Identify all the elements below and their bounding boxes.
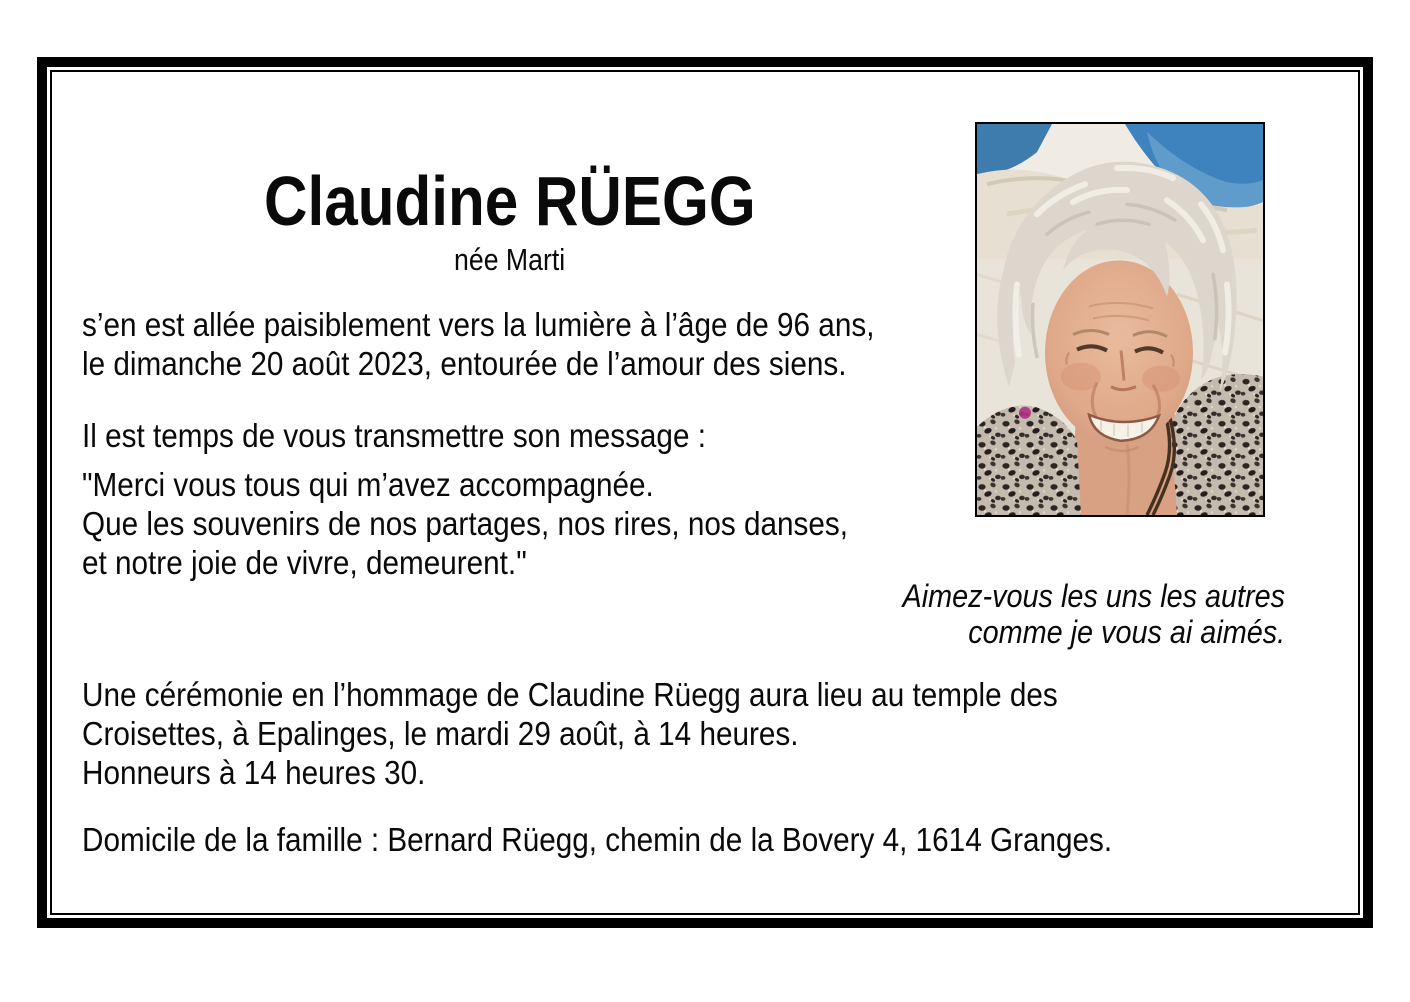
photo-flower-detail — [1019, 407, 1031, 419]
quote-line-1: Aimez-vous les uns les autres — [902, 578, 1285, 614]
photo-face — [1045, 260, 1193, 444]
ceremony-line-3: Honneurs à 14 heures 30. — [82, 754, 426, 791]
message-line-1: "Merci vous tous qui m’avez accompagnée. — [82, 466, 654, 503]
ceremony-line-2: Croisettes, à Epalinges, le mardi 29 août, à 14 heures. — [82, 715, 799, 752]
portrait-photo — [975, 122, 1265, 517]
ceremony-line-1: Une cérémonie en l’hommage de Claudine Rüegg aura lieu au temple des — [82, 676, 1058, 713]
intro-line-2: le dimanche 20 août 2023, entourée de l’amour des siens. — [82, 345, 847, 382]
message-line-3: et notre joie de vivre, demeurent." — [82, 544, 527, 581]
message-line-2: Que les souvenirs de nos partages, nos rires, nos danses, — [82, 505, 849, 542]
message-intro-line: Il est temps de vous transmettre son message : — [82, 417, 706, 454]
portrait-photo-graphic — [977, 124, 1263, 515]
quote-line-2: comme je vous ai aimés. — [968, 614, 1285, 650]
family-home-paragraph — [82, 820, 1227, 859]
intro-line-1: s’en est allée paisiblement vers la lumière à l’âge de 96 ans, — [82, 306, 875, 343]
family-home-line: Domicile de la famille : Bernard Rüegg, chemin de la Bovery 4, 1614 Granges. — [82, 821, 1113, 858]
maiden-name-subtitle — [80, 243, 940, 277]
message-paragraph — [82, 465, 933, 582]
ceremony-paragraph — [82, 675, 1166, 792]
farewell-quote — [860, 578, 1285, 650]
deceased-name-text: Claudine RÜEGG — [264, 162, 756, 240]
deceased-name-title — [80, 162, 940, 240]
message-intro-paragraph — [82, 416, 775, 455]
intro-paragraph — [82, 305, 963, 383]
maiden-name-text: née Marti — [454, 242, 566, 277]
